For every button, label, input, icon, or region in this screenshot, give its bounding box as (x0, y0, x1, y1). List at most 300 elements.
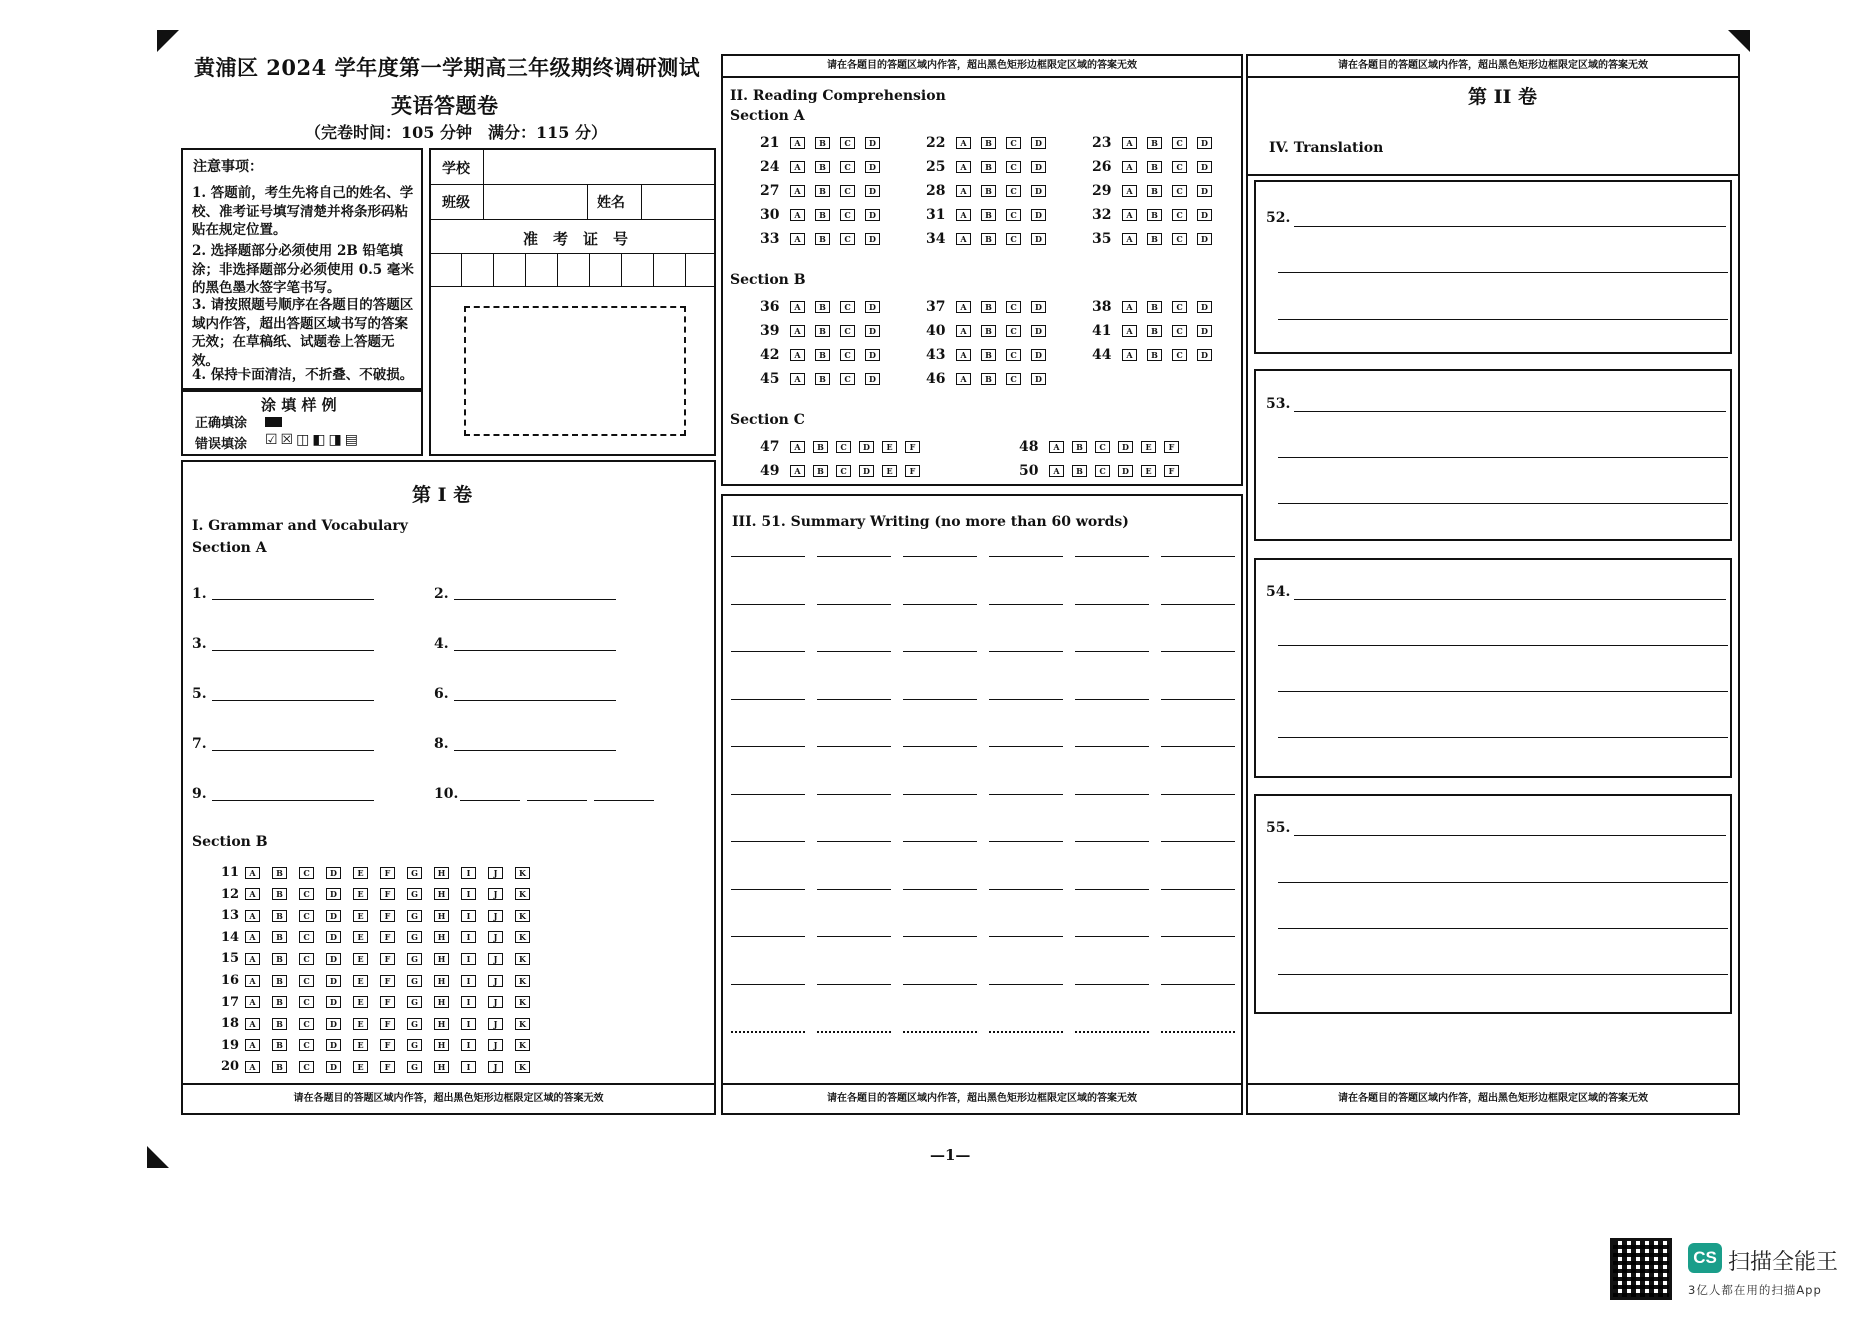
option-bubble-b[interactable]: B (815, 325, 830, 337)
option-bubble-k[interactable]: K (515, 996, 530, 1008)
blank-10-field-a[interactable] (460, 800, 520, 801)
translation-54-line-3[interactable] (1278, 691, 1728, 692)
summary-word-segment[interactable] (731, 746, 805, 747)
option-bubble-c[interactable]: C (1172, 349, 1187, 361)
summary-word-segment[interactable] (817, 841, 891, 842)
option-bubble-d[interactable]: D (1031, 349, 1046, 361)
option-bubble-b[interactable]: B (815, 161, 830, 173)
option-bubble-c[interactable]: C (840, 325, 855, 337)
translation-55-line-3[interactable] (1278, 928, 1728, 929)
option-bubble-i[interactable]: I (461, 888, 476, 900)
option-bubble-a[interactable]: A (245, 996, 260, 1008)
option-bubble-d[interactable]: D (326, 975, 341, 987)
summary-word-segment[interactable] (731, 984, 805, 985)
option-bubble-b[interactable]: B (981, 325, 996, 337)
option-bubble-b[interactable]: B (981, 185, 996, 197)
translation-54-line-1[interactable] (1294, 599, 1726, 600)
option-bubble-b[interactable]: B (272, 975, 287, 987)
option-bubble-f[interactable]: F (905, 441, 920, 453)
option-bubble-b[interactable]: B (981, 137, 996, 149)
option-bubble-b[interactable]: B (272, 867, 287, 879)
option-bubble-c[interactable]: C (299, 931, 314, 943)
summary-word-segment[interactable] (1161, 984, 1235, 985)
option-bubble-j[interactable]: J (488, 1018, 503, 1030)
option-bubble-c[interactable]: C (299, 888, 314, 900)
option-bubble-a[interactable]: A (790, 373, 805, 385)
option-bubble-c[interactable]: C (1172, 137, 1187, 149)
option-bubble-c[interactable]: C (1172, 185, 1187, 197)
option-bubble-b[interactable]: B (1147, 185, 1162, 197)
option-bubble-i[interactable]: I (461, 975, 476, 987)
option-bubble-d[interactable]: D (1118, 465, 1133, 477)
summary-word-segment[interactable] (731, 556, 805, 557)
option-bubble-j[interactable]: J (488, 888, 503, 900)
summary-word-count-segment[interactable] (1161, 1031, 1235, 1033)
blank-10-field-b[interactable] (527, 800, 587, 801)
summary-word-segment[interactable] (1075, 651, 1149, 652)
summary-word-segment[interactable] (903, 936, 977, 937)
option-bubble-c[interactable]: C (840, 349, 855, 361)
option-bubble-d[interactable]: D (1031, 233, 1046, 245)
option-bubble-g[interactable]: G (407, 953, 422, 965)
option-bubble-b[interactable]: B (981, 373, 996, 385)
option-bubble-c[interactable]: C (1172, 325, 1187, 337)
option-bubble-e[interactable]: E (353, 1018, 368, 1030)
option-bubble-d[interactable]: D (865, 209, 880, 221)
option-bubble-a[interactable]: A (790, 185, 805, 197)
option-bubble-c[interactable]: C (1006, 209, 1021, 221)
exam-id-cells[interactable] (431, 254, 714, 286)
option-bubble-e[interactable]: E (882, 465, 897, 477)
option-bubble-f[interactable]: F (1164, 465, 1179, 477)
summary-word-segment[interactable] (989, 984, 1063, 985)
blank-6-field[interactable] (454, 700, 616, 701)
option-bubble-f[interactable]: F (380, 1061, 395, 1073)
option-bubble-f[interactable]: F (380, 1018, 395, 1030)
summary-word-segment[interactable] (1161, 841, 1235, 842)
summary-word-segment[interactable] (1161, 556, 1235, 557)
option-bubble-j[interactable]: J (488, 975, 503, 987)
translation-53-line-1[interactable] (1294, 411, 1726, 412)
option-bubble-d[interactable]: D (1197, 233, 1212, 245)
option-bubble-c[interactable]: C (1172, 209, 1187, 221)
option-bubble-d[interactable]: D (859, 441, 874, 453)
option-bubble-a[interactable]: A (956, 349, 971, 361)
summary-word-segment[interactable] (1075, 841, 1149, 842)
option-bubble-a[interactable]: A (790, 137, 805, 149)
summary-word-segment[interactable] (1075, 699, 1149, 700)
summary-word-segment[interactable] (817, 984, 891, 985)
option-bubble-a[interactable]: A (956, 233, 971, 245)
option-bubble-a[interactable]: A (790, 209, 805, 221)
option-bubble-c[interactable]: C (1006, 349, 1021, 361)
summary-word-segment[interactable] (903, 556, 977, 557)
option-bubble-d[interactable]: D (326, 888, 341, 900)
option-bubble-b[interactable]: B (981, 209, 996, 221)
option-bubble-a[interactable]: A (1122, 233, 1137, 245)
option-bubble-d[interactable]: D (326, 996, 341, 1008)
option-bubble-d[interactable]: D (865, 185, 880, 197)
summary-word-segment[interactable] (903, 984, 977, 985)
option-bubble-c[interactable]: C (1095, 465, 1110, 477)
summary-word-segment[interactable] (731, 841, 805, 842)
option-bubble-e[interactable]: E (353, 1061, 368, 1073)
option-bubble-k[interactable]: K (515, 1018, 530, 1030)
summary-word-segment[interactable] (1161, 604, 1235, 605)
option-bubble-c[interactable]: C (299, 1061, 314, 1073)
blank-5-field[interactable] (212, 700, 374, 701)
option-bubble-a[interactable]: A (245, 910, 260, 922)
option-bubble-d[interactable]: D (1031, 137, 1046, 149)
summary-word-segment[interactable] (817, 651, 891, 652)
blank-1-field[interactable] (212, 599, 374, 600)
option-bubble-j[interactable]: J (488, 996, 503, 1008)
option-bubble-a[interactable]: A (956, 325, 971, 337)
summary-word-segment[interactable] (817, 889, 891, 890)
summary-word-segment[interactable] (989, 841, 1063, 842)
translation-55-line-1[interactable] (1294, 835, 1726, 836)
option-bubble-a[interactable]: A (790, 441, 805, 453)
summary-word-segment[interactable] (989, 794, 1063, 795)
option-bubble-e[interactable]: E (353, 910, 368, 922)
option-bubble-a[interactable]: A (1049, 465, 1064, 477)
summary-word-segment[interactable] (989, 651, 1063, 652)
option-bubble-b[interactable]: B (1147, 301, 1162, 313)
school-field[interactable] (485, 150, 714, 184)
option-bubble-a[interactable]: A (245, 1018, 260, 1030)
option-bubble-g[interactable]: G (407, 931, 422, 943)
option-bubble-j[interactable]: J (488, 953, 503, 965)
summary-word-segment[interactable] (989, 556, 1063, 557)
option-bubble-k[interactable]: K (515, 931, 530, 943)
option-bubble-a[interactable]: A (245, 1039, 260, 1051)
summary-word-segment[interactable] (731, 604, 805, 605)
option-bubble-b[interactable]: B (1147, 137, 1162, 149)
option-bubble-e[interactable]: E (353, 888, 368, 900)
summary-writing-area[interactable] (723, 546, 1243, 1086)
option-bubble-c[interactable]: C (836, 441, 851, 453)
option-bubble-d[interactable]: D (865, 325, 880, 337)
option-bubble-h[interactable]: H (434, 975, 449, 987)
option-bubble-d[interactable]: D (1031, 373, 1046, 385)
option-bubble-b[interactable]: B (1072, 465, 1087, 477)
option-bubble-d[interactable]: D (1197, 161, 1212, 173)
option-bubble-b[interactable]: B (1147, 233, 1162, 245)
option-bubble-f[interactable]: F (380, 867, 395, 879)
summary-word-segment[interactable] (1161, 794, 1235, 795)
option-bubble-a[interactable]: A (956, 373, 971, 385)
summary-word-segment[interactable] (903, 841, 977, 842)
option-bubble-c[interactable]: C (1172, 161, 1187, 173)
option-bubble-e[interactable]: E (353, 975, 368, 987)
option-bubble-c[interactable]: C (1006, 325, 1021, 337)
option-bubble-c[interactable]: C (299, 975, 314, 987)
summary-word-segment[interactable] (1075, 556, 1149, 557)
option-bubble-b[interactable]: B (981, 349, 996, 361)
option-bubble-c[interactable]: C (1006, 301, 1021, 313)
option-bubble-k[interactable]: K (515, 888, 530, 900)
blank-3-field[interactable] (212, 650, 374, 651)
option-bubble-a[interactable]: A (245, 888, 260, 900)
summary-word-count-segment[interactable] (989, 1031, 1063, 1033)
option-bubble-d[interactable]: D (865, 373, 880, 385)
option-bubble-k[interactable]: K (515, 953, 530, 965)
translation-54-line-4[interactable] (1278, 737, 1728, 738)
option-bubble-d[interactable]: D (1197, 209, 1212, 221)
option-bubble-h[interactable]: H (434, 931, 449, 943)
option-bubble-c[interactable]: C (840, 161, 855, 173)
option-bubble-i[interactable]: I (461, 910, 476, 922)
option-bubble-j[interactable]: J (488, 910, 503, 922)
option-bubble-a[interactable]: A (1122, 185, 1137, 197)
option-bubble-b[interactable]: B (1147, 161, 1162, 173)
option-bubble-i[interactable]: I (461, 953, 476, 965)
option-bubble-b[interactable]: B (815, 373, 830, 385)
translation-52-line-3[interactable] (1278, 319, 1728, 320)
option-bubble-b[interactable]: B (272, 996, 287, 1008)
option-bubble-h[interactable]: H (434, 867, 449, 879)
option-bubble-k[interactable]: K (515, 1061, 530, 1073)
option-bubble-d[interactable]: D (865, 233, 880, 245)
option-bubble-e[interactable]: E (1141, 441, 1156, 453)
option-bubble-b[interactable]: B (815, 349, 830, 361)
option-bubble-c[interactable]: C (1172, 301, 1187, 313)
option-bubble-a[interactable]: A (956, 137, 971, 149)
option-bubble-j[interactable]: J (488, 1039, 503, 1051)
option-bubble-b[interactable]: B (272, 1039, 287, 1051)
option-bubble-a[interactable]: A (790, 233, 805, 245)
blank-8-field[interactable] (454, 750, 616, 751)
option-bubble-c[interactable]: C (299, 910, 314, 922)
option-bubble-d[interactable]: D (1031, 209, 1046, 221)
option-bubble-g[interactable]: G (407, 975, 422, 987)
option-bubble-d[interactable]: D (326, 910, 341, 922)
summary-word-segment[interactable] (731, 699, 805, 700)
option-bubble-d[interactable]: D (1197, 325, 1212, 337)
option-bubble-b[interactable]: B (981, 161, 996, 173)
option-bubble-b[interactable]: B (272, 931, 287, 943)
summary-word-segment[interactable] (903, 604, 977, 605)
option-bubble-a[interactable]: A (790, 161, 805, 173)
option-bubble-b[interactable]: B (272, 888, 287, 900)
summary-word-segment[interactable] (1075, 604, 1149, 605)
option-bubble-c[interactable]: C (840, 301, 855, 313)
summary-word-segment[interactable] (817, 936, 891, 937)
option-bubble-g[interactable]: G (407, 867, 422, 879)
option-bubble-d[interactable]: D (865, 137, 880, 149)
option-bubble-d[interactable]: D (326, 953, 341, 965)
summary-word-segment[interactable] (1161, 746, 1235, 747)
option-bubble-f[interactable]: F (380, 975, 395, 987)
summary-word-segment[interactable] (731, 651, 805, 652)
option-bubble-j[interactable]: J (488, 867, 503, 879)
translation-52-line-1[interactable] (1294, 226, 1726, 227)
option-bubble-i[interactable]: I (461, 1018, 476, 1030)
option-bubble-d[interactable]: D (1118, 441, 1133, 453)
option-bubble-e[interactable]: E (353, 1039, 368, 1051)
option-bubble-a[interactable]: A (245, 867, 260, 879)
option-bubble-a[interactable]: A (956, 161, 971, 173)
option-bubble-b[interactable]: B (813, 441, 828, 453)
option-bubble-c[interactable]: C (299, 953, 314, 965)
option-bubble-h[interactable]: H (434, 910, 449, 922)
option-bubble-e[interactable]: E (353, 931, 368, 943)
option-bubble-c[interactable]: C (840, 233, 855, 245)
option-bubble-i[interactable]: I (461, 1061, 476, 1073)
option-bubble-d[interactable]: D (1197, 301, 1212, 313)
option-bubble-b[interactable]: B (1147, 325, 1162, 337)
summary-word-segment[interactable] (989, 699, 1063, 700)
option-bubble-i[interactable]: I (461, 1039, 476, 1051)
option-bubble-b[interactable]: B (272, 953, 287, 965)
summary-word-segment[interactable] (989, 604, 1063, 605)
option-bubble-d[interactable]: D (865, 301, 880, 313)
option-bubble-i[interactable]: I (461, 996, 476, 1008)
option-bubble-f[interactable]: F (380, 1039, 395, 1051)
option-bubble-a[interactable]: A (790, 349, 805, 361)
summary-word-count-segment[interactable] (731, 1031, 805, 1033)
summary-word-segment[interactable] (903, 746, 977, 747)
summary-word-segment[interactable] (731, 889, 805, 890)
option-bubble-h[interactable]: H (434, 1039, 449, 1051)
summary-word-segment[interactable] (903, 699, 977, 700)
option-bubble-a[interactable]: A (1122, 301, 1137, 313)
option-bubble-d[interactable]: D (859, 465, 874, 477)
option-bubble-f[interactable]: F (905, 465, 920, 477)
option-bubble-d[interactable]: D (326, 1061, 341, 1073)
blank-7-field[interactable] (212, 750, 374, 751)
option-bubble-g[interactable]: G (407, 1061, 422, 1073)
option-bubble-b[interactable]: B (815, 185, 830, 197)
option-bubble-a[interactable]: A (1122, 161, 1137, 173)
option-bubble-c[interactable]: C (840, 373, 855, 385)
summary-word-count-segment[interactable] (1075, 1031, 1149, 1033)
option-bubble-d[interactable]: D (326, 867, 341, 879)
option-bubble-d[interactable]: D (326, 931, 341, 943)
option-bubble-a[interactable]: A (956, 185, 971, 197)
option-bubble-d[interactable]: D (326, 1018, 341, 1030)
translation-55-line-4[interactable] (1278, 974, 1728, 975)
option-bubble-d[interactable]: D (1197, 137, 1212, 149)
summary-word-segment[interactable] (731, 794, 805, 795)
option-bubble-k[interactable]: K (515, 910, 530, 922)
option-bubble-b[interactable]: B (981, 233, 996, 245)
translation-54-line-2[interactable] (1278, 645, 1728, 646)
option-bubble-h[interactable]: H (434, 1061, 449, 1073)
option-bubble-d[interactable]: D (1031, 325, 1046, 337)
summary-word-segment[interactable] (989, 746, 1063, 747)
option-bubble-c[interactable]: C (1006, 233, 1021, 245)
option-bubble-a[interactable]: A (245, 953, 260, 965)
option-bubble-c[interactable]: C (1006, 137, 1021, 149)
option-bubble-c[interactable]: C (840, 137, 855, 149)
option-bubble-b[interactable]: B (272, 1061, 287, 1073)
option-bubble-k[interactable]: K (515, 975, 530, 987)
option-bubble-a[interactable]: A (1049, 441, 1064, 453)
option-bubble-c[interactable]: C (1006, 373, 1021, 385)
option-bubble-c[interactable]: C (1006, 161, 1021, 173)
summary-word-segment[interactable] (1161, 936, 1235, 937)
option-bubble-b[interactable]: B (815, 209, 830, 221)
option-bubble-a[interactable]: A (956, 301, 971, 313)
option-bubble-b[interactable]: B (1147, 209, 1162, 221)
option-bubble-a[interactable]: A (245, 931, 260, 943)
translation-55-line-2[interactable] (1278, 882, 1728, 883)
option-bubble-g[interactable]: G (407, 996, 422, 1008)
summary-word-segment[interactable] (817, 556, 891, 557)
option-bubble-c[interactable]: C (840, 185, 855, 197)
blank-9-field[interactable] (212, 800, 374, 801)
option-bubble-e[interactable]: E (882, 441, 897, 453)
summary-word-segment[interactable] (1161, 699, 1235, 700)
summary-word-segment[interactable] (903, 889, 977, 890)
summary-word-segment[interactable] (817, 794, 891, 795)
translation-52-line-2[interactable] (1278, 272, 1728, 273)
option-bubble-f[interactable]: F (1164, 441, 1179, 453)
option-bubble-e[interactable]: E (353, 867, 368, 879)
summary-word-segment[interactable] (1161, 651, 1235, 652)
summary-word-count-segment[interactable] (903, 1031, 977, 1033)
option-bubble-g[interactable]: G (407, 888, 422, 900)
option-bubble-i[interactable]: I (461, 931, 476, 943)
class-field[interactable] (485, 185, 585, 219)
option-bubble-h[interactable]: H (434, 1018, 449, 1030)
option-bubble-a[interactable]: A (245, 975, 260, 987)
summary-word-segment[interactable] (1161, 889, 1235, 890)
option-bubble-d[interactable]: D (1197, 349, 1212, 361)
option-bubble-f[interactable]: F (380, 996, 395, 1008)
summary-word-segment[interactable] (1075, 794, 1149, 795)
option-bubble-c[interactable]: C (299, 1018, 314, 1030)
blank-2-field[interactable] (454, 599, 616, 600)
option-bubble-j[interactable]: J (488, 931, 503, 943)
option-bubble-a[interactable]: A (790, 325, 805, 337)
summary-word-segment[interactable] (903, 794, 977, 795)
translation-53-line-2[interactable] (1278, 457, 1728, 458)
option-bubble-d[interactable]: D (1031, 161, 1046, 173)
summary-word-segment[interactable] (903, 651, 977, 652)
option-bubble-a[interactable]: A (956, 209, 971, 221)
translation-53-line-3[interactable] (1278, 503, 1728, 504)
option-bubble-b[interactable]: B (813, 465, 828, 477)
option-bubble-j[interactable]: J (488, 1061, 503, 1073)
blank-4-field[interactable] (454, 650, 616, 651)
option-bubble-h[interactable]: H (434, 996, 449, 1008)
option-bubble-h[interactable]: H (434, 953, 449, 965)
option-bubble-a[interactable]: A (1122, 349, 1137, 361)
option-bubble-a[interactable]: A (1122, 137, 1137, 149)
option-bubble-i[interactable]: I (461, 867, 476, 879)
option-bubble-a[interactable]: A (1122, 325, 1137, 337)
option-bubble-d[interactable]: D (865, 349, 880, 361)
option-bubble-e[interactable]: E (353, 996, 368, 1008)
summary-word-segment[interactable] (817, 604, 891, 605)
option-bubble-b[interactable]: B (815, 301, 830, 313)
option-bubble-c[interactable]: C (299, 1039, 314, 1051)
option-bubble-a[interactable]: A (790, 301, 805, 313)
summary-word-segment[interactable] (817, 746, 891, 747)
summary-word-segment[interactable] (1075, 984, 1149, 985)
option-bubble-c[interactable]: C (836, 465, 851, 477)
option-bubble-e[interactable]: E (353, 953, 368, 965)
option-bubble-b[interactable]: B (272, 1018, 287, 1030)
summary-word-segment[interactable] (817, 699, 891, 700)
summary-word-segment[interactable] (989, 936, 1063, 937)
option-bubble-c[interactable]: C (299, 996, 314, 1008)
blank-10-field-c[interactable] (594, 800, 654, 801)
option-bubble-c[interactable]: C (840, 209, 855, 221)
option-bubble-b[interactable]: B (815, 137, 830, 149)
